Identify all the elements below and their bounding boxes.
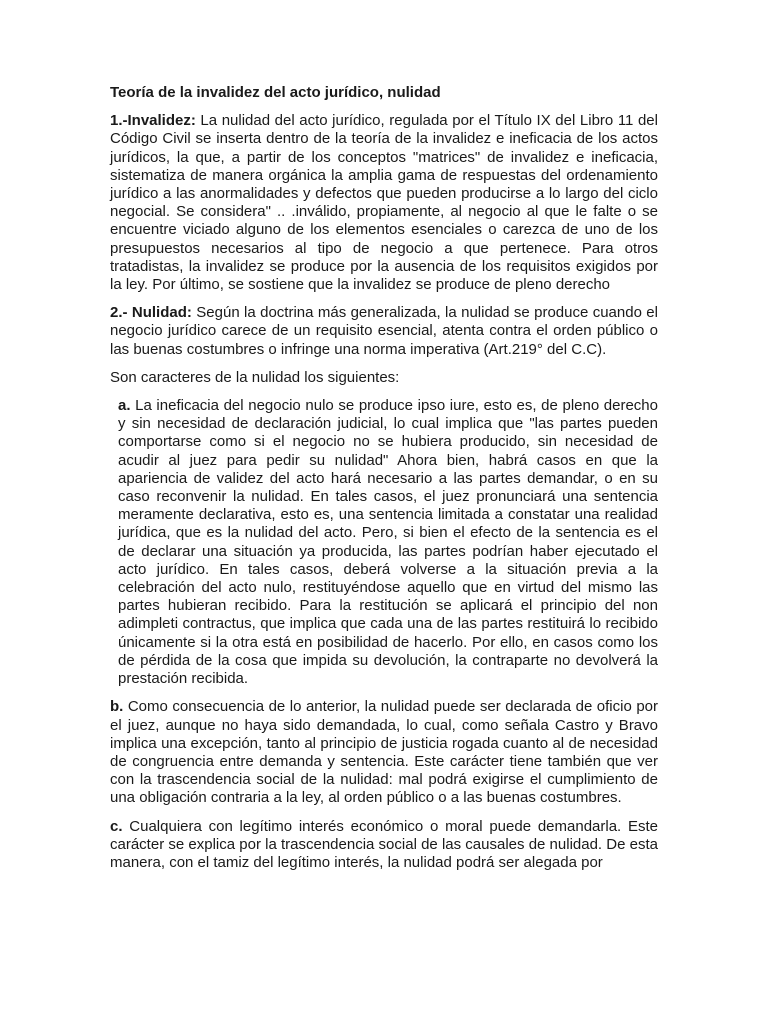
characteristic-c-text: Cualquiera con legítimo interés económico o moral puede demandarla. Este carácter se explica por la trascendencia social de las causales de nulidad. De esta manera, con el tamiz del legítimo interés, la nulidad podrá ser alegada por [110, 817, 658, 871]
characteristic-b-label: b. [110, 698, 124, 716]
characteristic-c [110, 818, 658, 873]
section-nulidad-heading: 2.- Nulidad: [110, 304, 192, 322]
characteristic-c-label: c. [110, 817, 123, 835]
characteristic-b [110, 698, 658, 807]
characteristic-a-text: La ineficacia del negocio nulo se produce ipso iure, esto es, de pleno derecho y sin necesidad de declaración judicial, lo cual implica que "las partes pueden comportarse como si el negocio no se hubiera producido, sin necesidad de acudir al juez para pedir su nulidad" Ahora bien, habrá casos en que la apariencia de validez del acto hará necesario a las partes demandar, o en su caso reconvenir la nulidad. En tales casos, el juez pronunciará una sentencia meramente declarativa, esto es, una sentencia limitada a constatar una realidad jurídica, que es la nulidad del acto. Pero, si bien el efecto de la sentencia es el de declarar una situación ya producida, las partes podrían haber ejecutado el acto jurídico. En tales casos, deberá volverse a la situación previa a la celebración del acto nulo, restituyéndose aquello que en virtud del mismo las partes hubieran recibido. Para la restitución se aplicará el principio del non adimpleti contractus, que implica que cada una de las partes restituirá lo recibido únicamente si la otra está en posibilidad de hacerlo. Por ello, en casos como los de pérdida de la cosa que impida su devolución, la contraparte no devolverá la prestación recibida. [118, 397, 658, 688]
section-invalidez-text: La nulidad del acto jurídico, regulada por el Título IX del Libro 11 del Código Civil se inserta dentro de la teoría de la invalidez e ineficacia de los actos jurídicos, la que, a partir de los conceptos "matrices" de invalidez e ineficacia, sistematiza de manera orgánica la amplia gama de respuestas del ordenamiento jurídico a las anormalidades y defectos que pueden producirse a lo largo del ciclo negocial. Se considera" .. .inválido, propiamente, al negocio al que le falte o se encuentre viciado alguno de los elementos esenciales o carezca de uno de los presupuestos necesarios al tipo de negocio a que pertenece. Para otros tratadistas, la invalidez se produce por la ausencia de los requisitos exigidos por la ley. Por último, se sostiene que la invalidez se produce de pleno derecho [110, 112, 658, 294]
characteristic-b-text: Como consecuencia de lo anterior, la nulidad puede ser declarada de oficio por el juez, aunque no haya sido demandada, lo cual, como señala Castro y Bravo implica una excepción, tanto al principio de justicia rogada cuanto al de necesidad de congruencia entre demanda y sentencia. Este carácter tiene también que ver con la trascendencia social de la nulidad: mal podrá exigirse el cumplimiento de una obligación contraria a la ley, al orden público o a las buenas costumbres. [110, 698, 658, 807]
document-page [110, 84, 658, 882]
section-nulidad-text: Según la doctrina más generalizada, la nulidad se produce cuando el negocio jurídico carece de un requisito esencial, atenta contra el orden público o las buenas costumbres o infringe una norma imperativa (Art.219° del C.C). [110, 304, 658, 358]
document-title: Teoría de la invalidez del acto jurídico, nulidad [110, 84, 441, 101]
characteristics-intro: Son caracteres de la nulidad los siguientes: [110, 368, 400, 386]
section-nulidad [110, 304, 658, 359]
characteristic-a [110, 397, 658, 688]
section-invalidez [110, 112, 658, 294]
section-invalidez-heading: 1.-Invalidez: [110, 112, 196, 130]
characteristic-a-label: a. [118, 397, 131, 415]
